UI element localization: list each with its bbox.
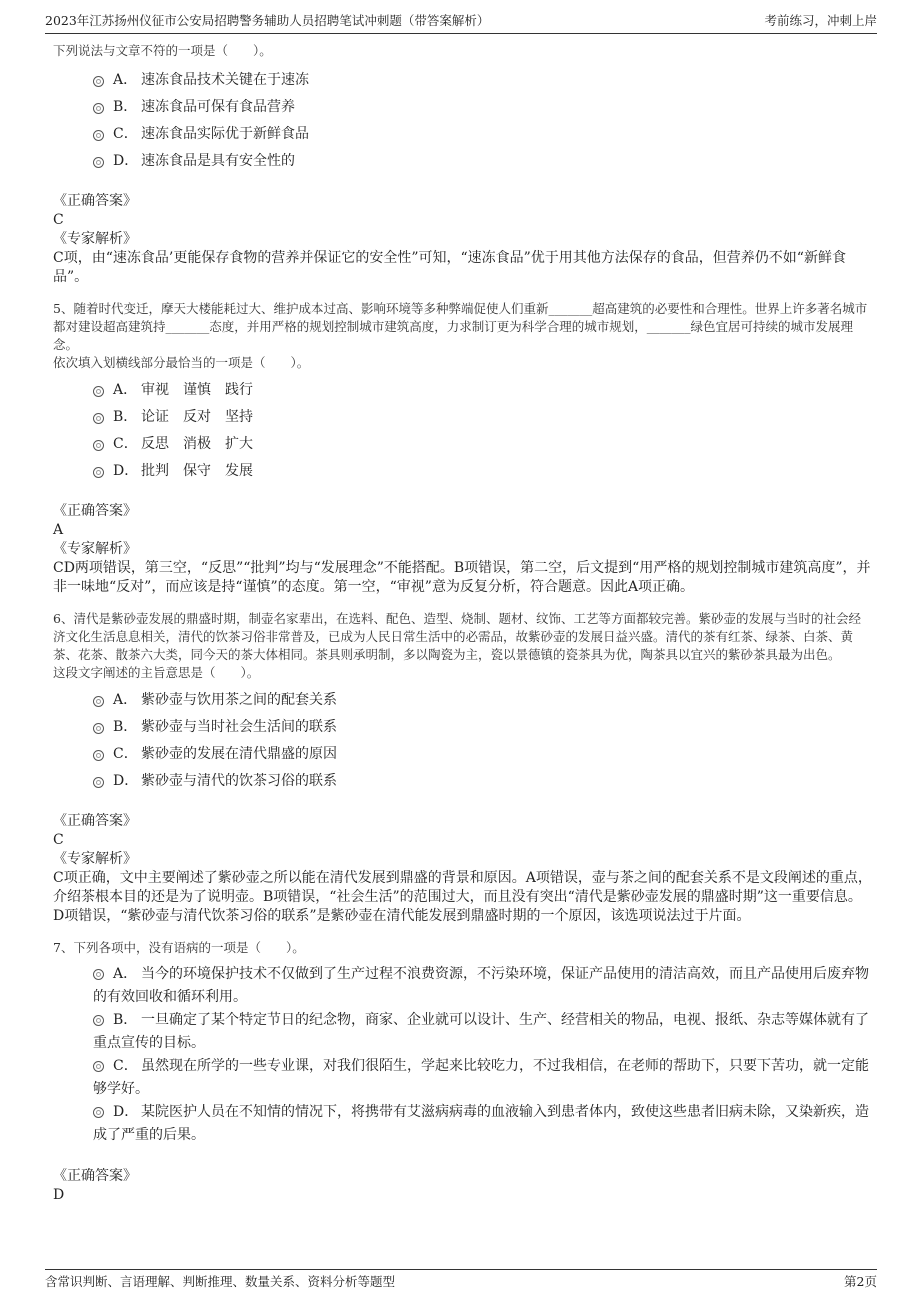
radio-icon[interactable] [93,103,104,114]
radio-icon[interactable] [93,696,104,707]
analysis-text: C项正确，文中主要阐述了紫砂壶之所以能在清代发展到鼎盛的背景和原因。A项错误，壶与茶之间的配套关系不是文段阐述的重点，介绍茶根本目的还是为了说明壶。B项错误，“社会生活”的范围过大，而且没有突出“清代是紫砂壶发展的鼎盛时期”这一重要信息。D项错误，“紫砂壶与清代饮茶习俗的联系”是紫砂壶在清代能发展到鼎盛时期的一个原因，该选项说法过于片面。 [53,870,872,924]
radio-icon[interactable] [93,157,104,168]
option-c[interactable]: C． 紫砂壶的发展在清代鼎盛的原因 [93,744,873,771]
answer-label: 《正确答案》 [53,813,137,829]
option-a[interactable]: A． 当今的环境保护技术不仅做到了生产过程不浪费资源，不污染环境，保证产品使用的清洁高效，而且产品使用后废弃物的有效回收和循环利用。 [93,966,869,1005]
page-footer [45,1269,877,1290]
question-stem: 7、下列各项中，没有语病的一项是（ ）。 [53,940,305,955]
option-b[interactable]: B． 速冻食品可保有食品营养 [93,97,873,124]
option-a[interactable]: A． 审视 谨慎 践行 [93,380,873,407]
radio-icon[interactable] [93,777,104,788]
radio-icon[interactable] [93,969,104,980]
options-list [93,70,873,178]
answer-label: 《正确答案》 [53,503,137,519]
option-d[interactable]: D． 某院医护人员在不知情的情况下，将携带有艾滋病病毒的血液输入到患者体内，致使这些患者旧病未除，又染新疾，造成了严重的后果。 [93,1104,869,1143]
question-4 [53,42,873,287]
radio-icon[interactable] [93,467,104,478]
page-content [53,42,873,1205]
question-5 [53,300,873,597]
question-7 [53,939,873,1205]
analysis-label: 《专家解析》 [53,851,137,867]
radio-icon[interactable] [93,413,104,424]
question-stem: 6、清代是紫砂壶发展的鼎盛时期，制壶名家辈出，在选料、配色、造型、烧制、题材、纹饰、工艺等方面都较完善。紫砂壶的发展与当时的社会经济文化生活息息相关，清代的饮茶习俗非常普及，已成为人民日常生活中的必需品，故紫砂壶的发展日益兴盛。清代的茶有红茶、绿茶、白茶、黄茶、花茶、散茶六大类，同今天的茶大体相同。茶具则承明制，多以陶瓷为主，瓷以景德镇的瓷茶具为优，陶茶具以宜兴的紫砂茶具最为出色。 [53,611,861,662]
answer-value: C [53,832,64,848]
option-b[interactable]: B． 紫砂壶与当时社会生活间的联系 [93,717,873,744]
question-sub: 依次填入划横线部分最恰当的一项是（ ）。 [53,355,310,370]
page-header [45,10,877,34]
option-c[interactable]: C． 虽然现在所学的一些专业课，对我们很陌生，学起来比较吃力，不过我相信，在老师的帮助下，只要下苦功，就一定能够学好。 [93,1058,869,1097]
radio-icon[interactable] [93,1015,104,1026]
answer-label: 《正确答案》 [53,193,137,209]
radio-icon[interactable] [93,440,104,451]
option-a[interactable]: A． 速冻食品技术关键在于速冻 [93,70,873,97]
radio-icon[interactable] [93,386,104,397]
options-list [93,380,873,488]
option-a[interactable]: A． 紫砂壶与饮用茶之间的配套关系 [93,690,873,717]
options-list [93,963,873,1147]
header-title: 2023年江苏扬州仪征市公安局招聘警务辅助人员招聘笔试冲刺题（带答案解析） [45,13,490,28]
radio-icon[interactable] [93,723,104,734]
answer-label: 《正确答案》 [53,1168,137,1184]
option-d[interactable]: D． 批判 保守 发展 [93,461,873,488]
analysis-text: C项，由“速冻食品’更能保存食物的营养并保证它的安全性”可知，“速冻食品”优于用其他方法保存的食品，但营养仍不如“新鲜食品”。 [53,250,846,285]
radio-icon[interactable] [93,130,104,141]
option-b[interactable]: B． 论证 反对 坚持 [93,407,873,434]
option-b[interactable]: B． 一旦确定了某个特定节日的纪念物，商家、企业就可以设计、生产、经营相关的物品，电视、报纸、杂志等媒体就有了重点宣传的目标。 [93,1012,869,1051]
options-list [93,690,873,798]
question-stem: 5、随着时代变迁，摩天大楼能耗过大、维护成本过高、影响环境等多种弊端促使人们重新_______超高建筑的必要性和合理性。世界上许多著名城市都对建设超高建筑持_______态度，并用严格的规划控制城市建筑高度，力求制订更为科学合理的城市规划，_______绿色宜居可持续的城市发展理念。 [53,301,868,352]
analysis-label: 《专家解析》 [53,231,137,247]
radio-icon[interactable] [93,76,104,87]
question-6 [53,610,873,926]
question-sub: 这段文字阐述的主旨意思是（ ）。 [53,665,260,680]
header-slogan: 考前练习，冲刺上岸 [764,13,877,28]
radio-icon[interactable] [93,1061,104,1072]
option-d[interactable]: D． 速冻食品是具有安全性的 [93,151,873,178]
option-c[interactable]: C． 反思 消极 扩大 [93,434,873,461]
option-d[interactable]: D． 紫砂壶与清代的饮茶习俗的联系 [93,771,873,798]
analysis-label: 《专家解析》 [53,541,137,557]
answer-value: C [53,212,64,228]
page-number: 第2页 [844,1274,877,1289]
option-c[interactable]: C． 速冻食品实际优于新鲜食品 [93,124,873,151]
question-stem: 下列说法与文章不符的一项是（ ）。 [53,43,272,58]
answer-value: A [53,522,64,538]
answer-value: D [53,1187,65,1203]
footer-note: 含常识判断、言语理解、判断推理、数量关系、资料分析等题型 [45,1274,396,1289]
radio-icon[interactable] [93,750,104,761]
radio-icon[interactable] [93,1107,104,1118]
analysis-text: CD两项错误，第三空，“反思”“批判”均与“发展理念”不能搭配。B项错误，第二空，后文提到“用严格的规划控制城市建筑高度”，并非一味地“反对”，而应该是持“谨慎”的态度。第一空，“审视”意为反复分析，符合题意。因此A项正确。 [53,560,871,595]
